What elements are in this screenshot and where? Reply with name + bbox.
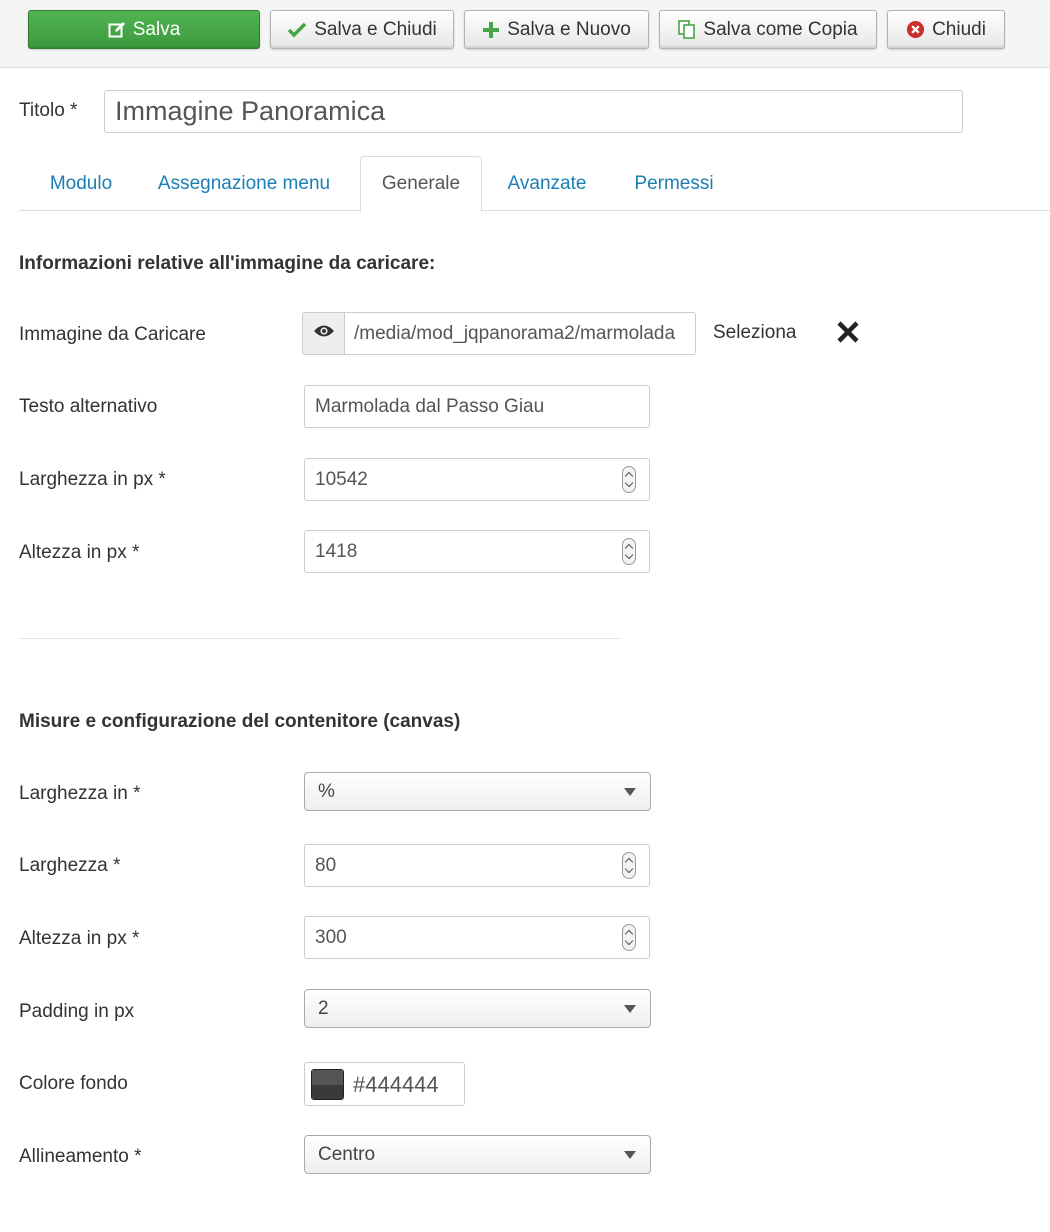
image-width-value: 10542 (315, 468, 368, 490)
chevron-down-icon (624, 788, 636, 796)
save-button[interactable] (28, 10, 260, 49)
align-value: Centro (318, 1143, 376, 1165)
title-label: Titolo * (19, 100, 78, 121)
width-unit-label: Larghezza in * (19, 783, 141, 804)
clear-icon[interactable] (836, 320, 860, 344)
align-select[interactable] (304, 1135, 651, 1174)
align-label: Allineamento * (19, 1146, 142, 1167)
tab-generale[interactable]: Generale (360, 156, 482, 212)
check-icon (287, 22, 307, 38)
width-unit-select[interactable] (304, 772, 651, 811)
chevron-down-icon (624, 1005, 636, 1013)
color-swatch[interactable] (311, 1069, 344, 1100)
canvas-height-value: 300 (315, 926, 347, 948)
padding-select[interactable] (304, 989, 651, 1028)
chevron-down-icon (624, 1151, 636, 1159)
image-height-label: Altezza in px * (19, 542, 140, 563)
save-close-label: Salva e Chiudi (314, 18, 437, 40)
image-label: Immagine da Caricare (19, 324, 206, 345)
save-copy-label: Salva come Copia (703, 18, 858, 40)
bg-color-label: Colore fondo (19, 1073, 128, 1094)
image-height-input[interactable] (304, 530, 650, 573)
tab-avanzate[interactable]: Avanzate (507, 172, 587, 194)
image-path-input[interactable]: /media/mod_jqpanorama2/marmolada (344, 312, 696, 355)
close-label: Chiudi (932, 18, 986, 40)
toolbar (0, 0, 1050, 68)
tab-bar (19, 156, 1050, 211)
image-width-input[interactable] (304, 458, 650, 501)
alt-text-input[interactable]: Marmolada dal Passo Giau (304, 385, 650, 428)
image-height-value: 1418 (315, 540, 358, 562)
title-input[interactable] (104, 90, 963, 133)
save-close-button[interactable] (270, 10, 454, 49)
section-divider (19, 638, 621, 639)
canvas-width-input[interactable] (304, 844, 650, 887)
close-circle-icon (906, 20, 925, 39)
plus-icon (482, 21, 500, 39)
eye-icon (313, 324, 335, 343)
edit-icon (108, 21, 126, 39)
copy-icon (678, 20, 696, 40)
canvas-section-heading: Misure e configurazione del contenitore (canvas) (19, 711, 461, 732)
image-section-heading: Informazioni relative all'immagine da caricare: (19, 253, 436, 274)
canvas-height-spinner[interactable] (622, 924, 636, 951)
tab-assegnazione-menu[interactable]: Assegnazione menu (157, 172, 331, 194)
save-copy-button[interactable] (659, 10, 877, 49)
preview-button[interactable] (302, 312, 345, 355)
tab-modulo[interactable]: Modulo (49, 172, 113, 194)
alt-text-label: Testo alternativo (19, 396, 158, 417)
canvas-width-value: 80 (315, 854, 337, 876)
image-width-label: Larghezza in px * (19, 469, 166, 490)
save-new-label: Salva e Nuovo (507, 18, 631, 40)
canvas-width-spinner[interactable] (622, 852, 636, 879)
select-image-button[interactable]: Seleziona (713, 322, 797, 343)
canvas-height-label: Altezza in px * (19, 928, 140, 949)
image-width-spinner[interactable] (622, 466, 636, 493)
padding-label: Padding in px (19, 1001, 135, 1022)
save-button-label: Salva (132, 18, 181, 40)
close-button[interactable] (887, 10, 1005, 49)
width-unit-value: % (318, 780, 335, 802)
canvas-width-label: Larghezza * (19, 855, 121, 876)
canvas-height-input[interactable] (304, 916, 650, 959)
save-new-button[interactable] (464, 10, 649, 49)
tab-permessi[interactable]: Permessi (634, 172, 714, 194)
bg-color-value: #444444 (353, 1072, 439, 1097)
padding-value: 2 (318, 997, 329, 1019)
image-height-spinner[interactable] (622, 538, 636, 565)
bg-color-input[interactable] (304, 1062, 465, 1106)
